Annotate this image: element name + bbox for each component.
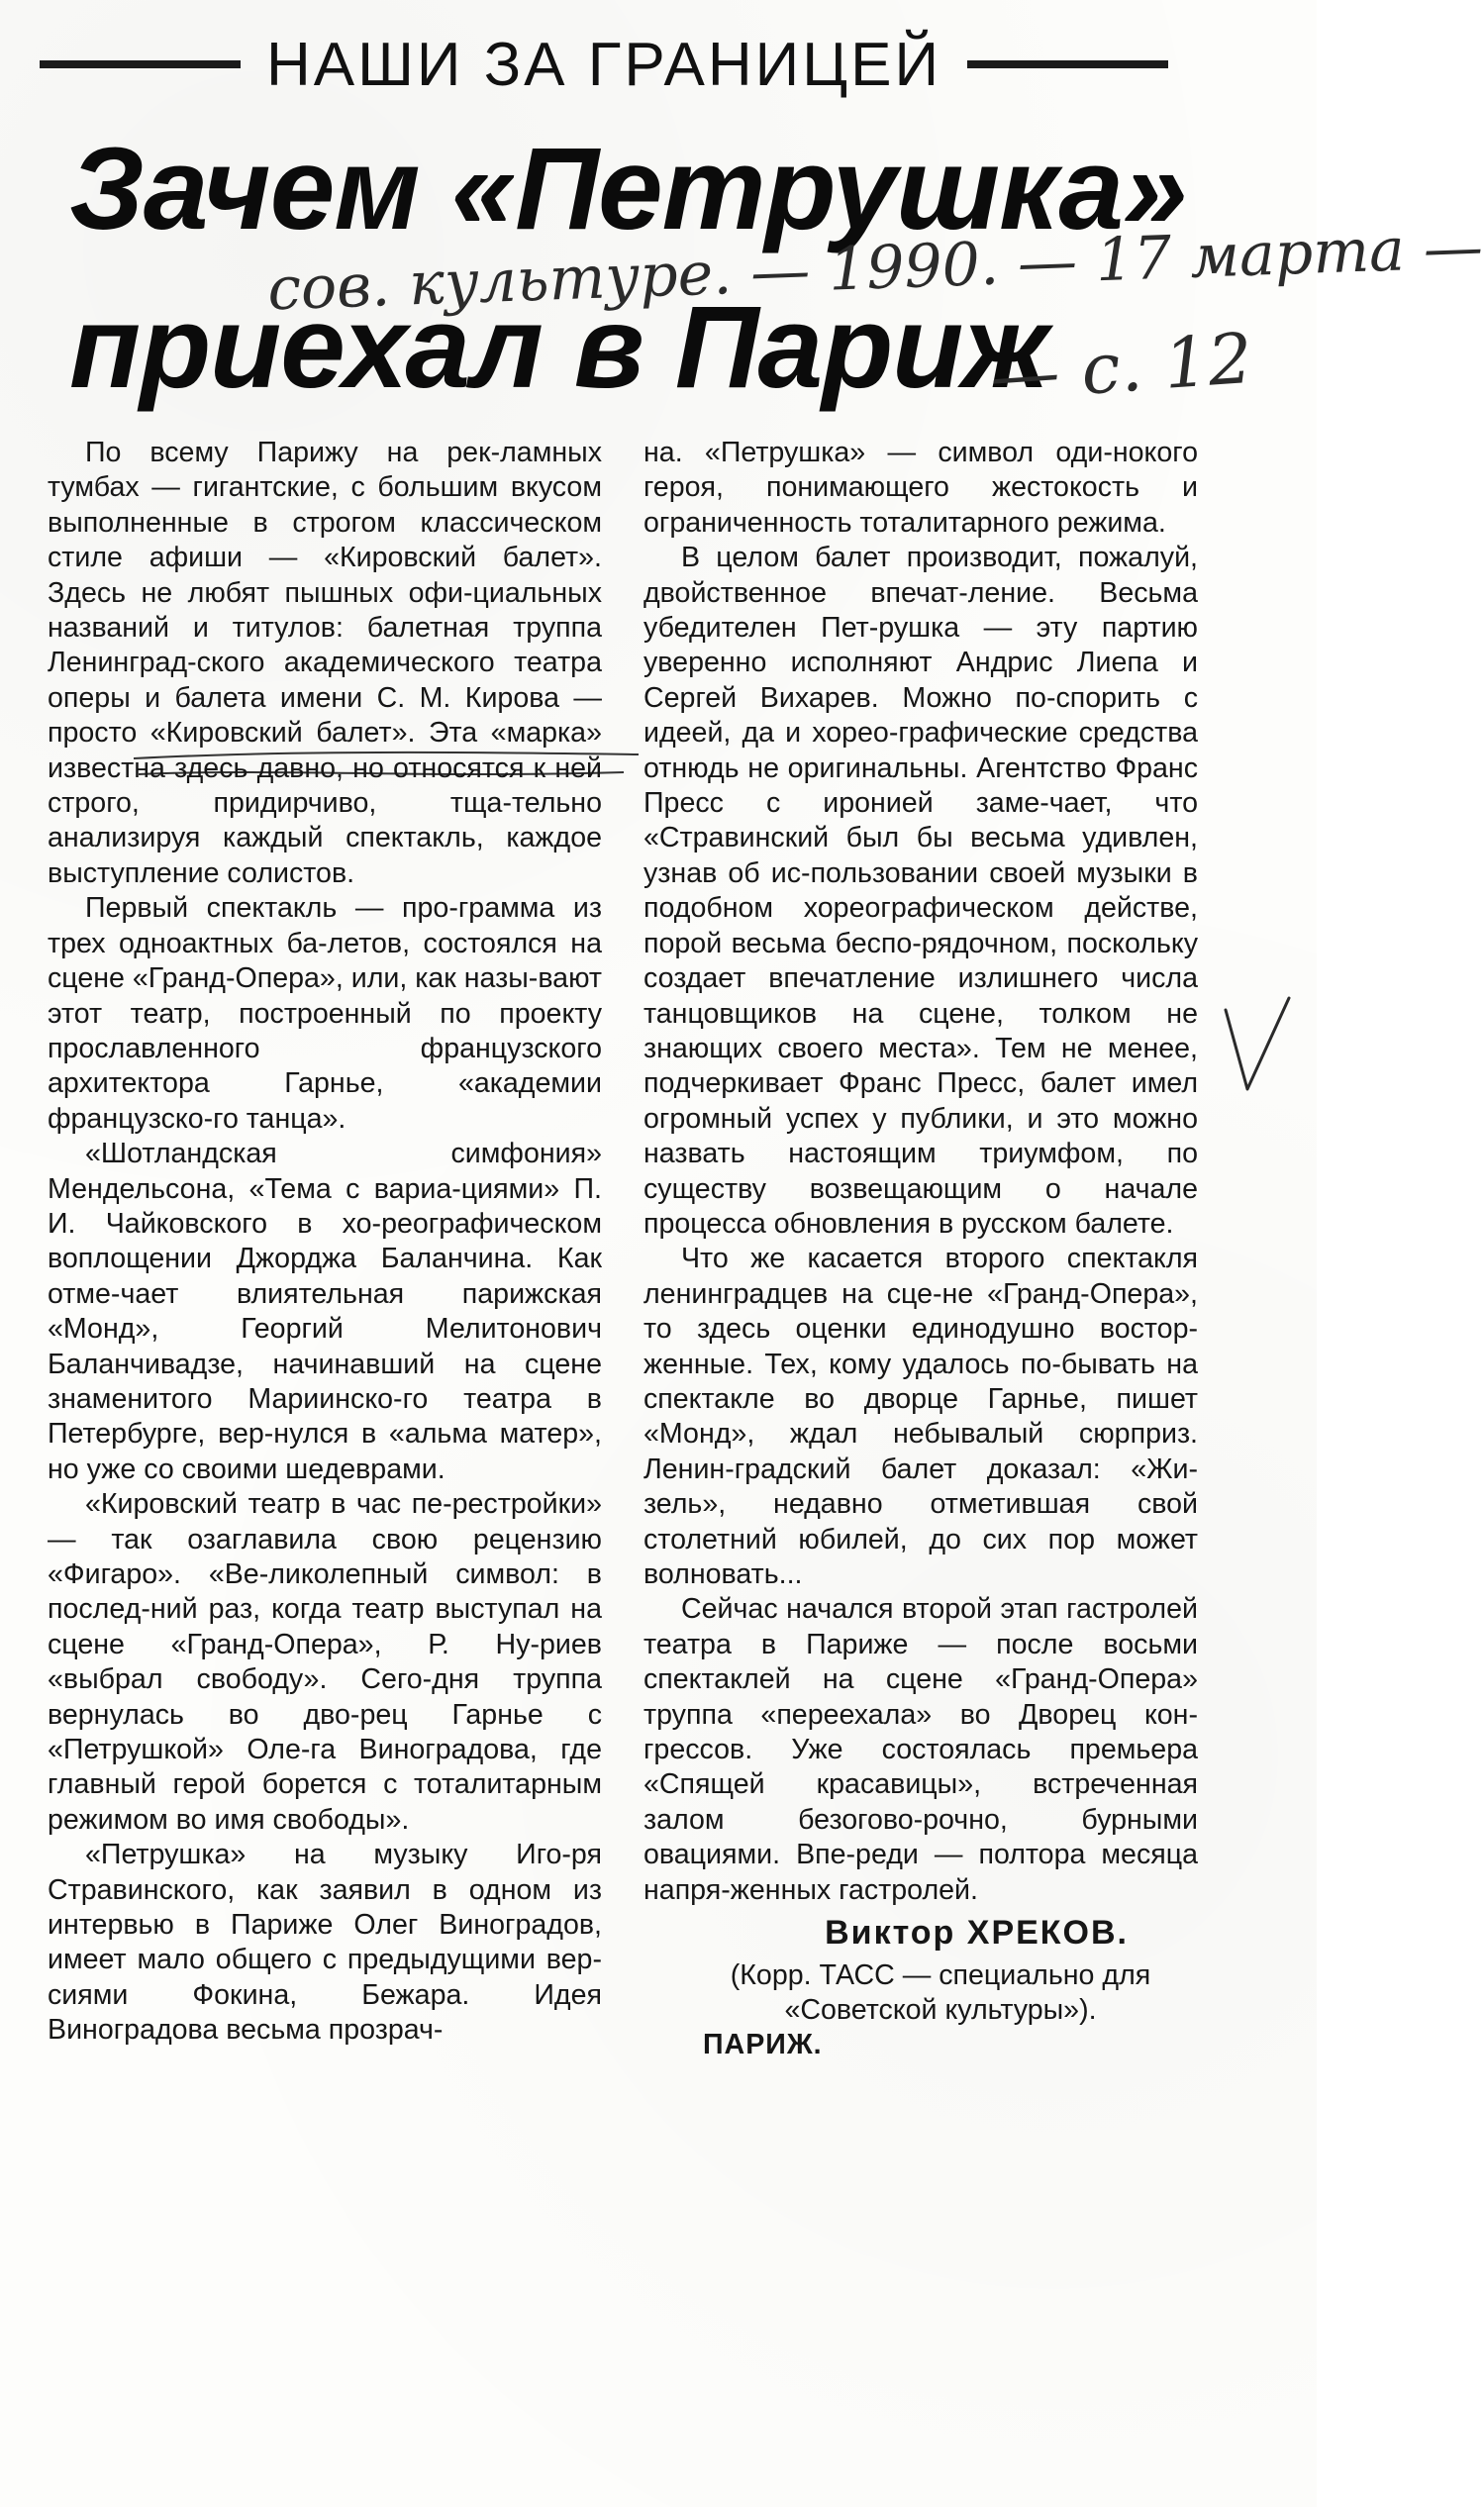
paragraph: Сейчас начался второй этап гастролей театра в Париже — после восьми спектаклей на сцене «Гранд-Опера» труппа «переехала» во Дворец кон-грессов. Уже состоялась премьера «Спящей красавицы», встреченная залом безогово-рочно, бурными овациями. Впе-реди — полтора месяца напря-женных гастролей. (643, 1593, 1198, 1906)
paragraph: «Петрушка» на музыку Иго-ря Стравинского, как заявил в одном из интервью в Париже Олег Виноградов, имеет мало общего с предыдущими вер-сиями Фокина, Бежара. Идея Виноградова весьма прозрач- (48, 1839, 602, 2047)
article-column-2 (643, 436, 1198, 2063)
rubric-rule-left (40, 60, 241, 68)
author-byline: Виктор ХРЕКОВ. (825, 1914, 1129, 1953)
handwritten-note-source: сов. культуре. — 1990. — 17 марта — (266, 212, 1484, 325)
paragraph: В целом балет производит, пожалуй, двойственное впечат-ление. Весьма убедителен Пет-рушка — эту партию уверенно исполняют Андрис Лиепа и Сергей Вихарев. Можно по-спорить с идеей, да и хорео-графические средства отнюдь не оригинальны. Агентство Франс Пресс с иронией заме-чает, что «Стравинский был бы весьма удивлен, узнав об ис-пользовании своей музыки в подобном хореографическом действе, порой весьма беспо-рядочном, поскольку создает впечатление излишнего числа танцовщиков на сцене, толком не знающих своего места». Тем не менее, подчеркивает Франс Пресс, балет имел огромный успех у публики, и это можно назвать настоящим триумфом, по существу возвещающим о начале процесса обновления в русском балете. (643, 542, 1198, 1240)
dateline-city: ПАРИЖ. (703, 2029, 823, 2061)
rubric-header (40, 30, 1168, 99)
rubric-rule-right (967, 60, 1168, 68)
paragraph: «Шотландская симфония» Мендельсона, «Тема с вариа-циями» П. И. Чайковского в хо-реографическом воплощении Джорджа Баланчина. Как отме-чает влиятельная парижская «Монд», Георгий Мелитонович Баланчивадзе, начинавший на сцене знаменитого Мариинско-го театра в Петербурге, вер-нулся в «альма матер», но уже со своими шедеврами. (48, 1138, 602, 1485)
headline-line-1: Зачем «Петрушка» (69, 124, 1187, 254)
headline-line-2: приехал в Париж (69, 282, 1048, 413)
handwritten-note-page: — с. 12 (987, 317, 1255, 418)
rubric-title: НАШИ ЗА ГРАНИЦЕЙ (265, 30, 942, 99)
paragraph: Первый спектакль — про-грамма из трех одноактных ба-летов, состоялся на сцене «Гранд-Опера», или, как назы-вают этот театр, построенный по проекту прославленного французского архитектора Гарнье, «академии французско-го танца». (48, 892, 602, 1135)
article-column-1 (48, 436, 602, 2049)
paragraph: Что же касается второго спектакля ленинградцев на сце-не «Гранд-Опера», то здесь оценки единодушно востор-женные. Тех, кому удалось по-бывать на спектакле во дворце Гарнье, пишет «Монд», ждал небывалый сюрприз. Ленин-градский балет доказал: «Жи-зель», недавно отметившая свой столетний юбилей, до сих пор может волновать... (643, 1243, 1198, 1590)
correspondent-note: (Корр. ТАСС — специально для «Советской культуры»). (730, 1959, 1151, 2027)
paragraph: По всему Парижу на рек-ламных тумбах — гигантские, с большим вкусом выполненные в строгом классическом стиле афиши — «Кировский балет». Здесь не любят пышных офи-циальных названий и титулов: балетная труппа Ленинград-ского академического театра оперы и балета имени С. М. Кирова — просто «Кировский балет». Эта «марка» известна здесь давно, но относятся к ней строго, придирчиво, тща-тельно анализируя каждый спектакль, каждое выступление солистов. (48, 437, 602, 889)
paragraph-continued: на. «Петрушка» — символ оди-нокого героя, понимающего жестокость и ограниченность тоталитарного режима. (643, 437, 1198, 539)
paragraph: «Кировский театр в час пе-рестройки» — так озаглавила свою рецензию «Фигаро». «Ве-ликолепный символ: в послед-ний раз, когда театр выступал на сцене «Гранд-Опера», Р. Ну-риев «выбрал свободу». Сего-дня труппа вернулась во дво-рец Гарнье с «Петрушкой» Оле-га Виноградова, где главный герой борется с тоталитарным режимом во имя свободы». (48, 1488, 602, 1836)
handwritten-checkmark-icon (1218, 990, 1297, 1099)
